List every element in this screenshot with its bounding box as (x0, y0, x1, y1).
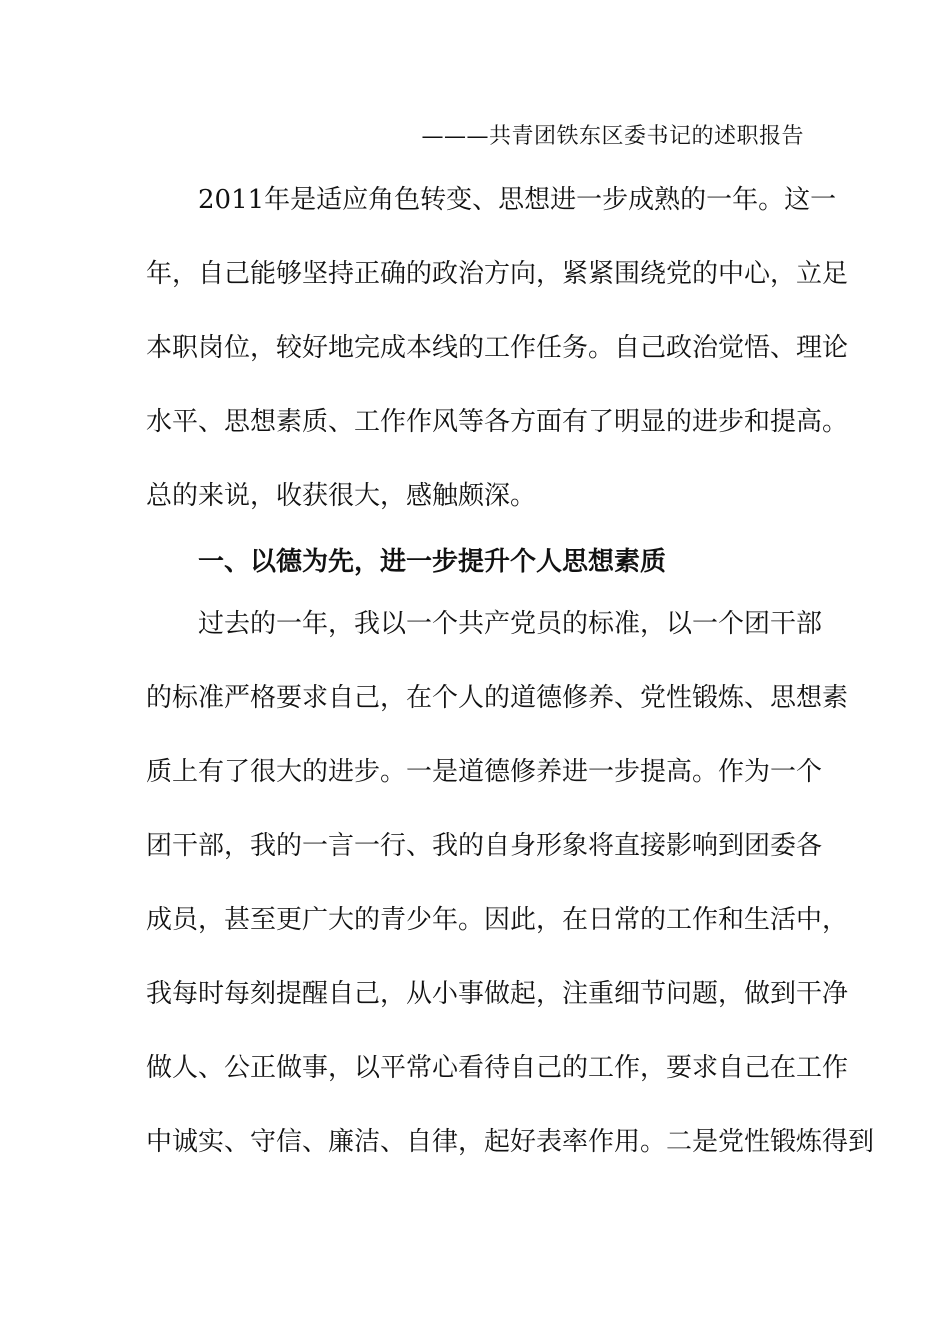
intro-line-5: 总的来说，收获很大，感触颇深。 (146, 481, 537, 511)
intro-line-3: 本职岗位，较好地完成本线的工作任务。自己政治觉悟、理论 (146, 333, 849, 363)
intro-line-4: 水平、思想素质、工作作风等各方面有了明显的进步和提高。 (146, 407, 849, 437)
section1-line-8: 中诚实、守信、廉洁、自律，起好表率作用。二是党性锻炼得到 (146, 1127, 875, 1157)
section1-line-2: 的标准严格要求自己，在个人的道德修养、党性锻炼、思想素 (146, 683, 849, 713)
intro-line-2: 年，自己能够坚持正确的政治方向，紧紧围绕党的中心，立足 (146, 259, 849, 289)
section1-line-3: 质上有了很大的进步。一是道德修养进一步提高。作为一个 (146, 757, 823, 787)
section1-line-4: 团干部，我的一言一行、我的自身形象将直接影响到团委各 (146, 831, 823, 861)
section1-line-5: 成员，甚至更广大的青少年。因此，在日常的工作和生活中， (146, 905, 849, 935)
section1-line-1: 过去的一年，我以一个共产党员的标准，以一个团干部 (198, 609, 823, 639)
section1-line-7: 做人、公正做事，以平常心看待自己的工作，要求自己在工作 (146, 1053, 849, 1083)
intro-line-1: 2011年是适应角色转变、思想进一步成熟的一年。这一 (198, 185, 837, 215)
section1-line-6: 我每时每刻提醒自己，从小事做起，注重细节问题，做到干净 (146, 979, 849, 1009)
section-heading-1: 一、以德为先，进一步提升个人思想素质 (198, 547, 667, 577)
report-subtitle: ———共青团铁东区委书记的述职报告 (421, 124, 804, 149)
